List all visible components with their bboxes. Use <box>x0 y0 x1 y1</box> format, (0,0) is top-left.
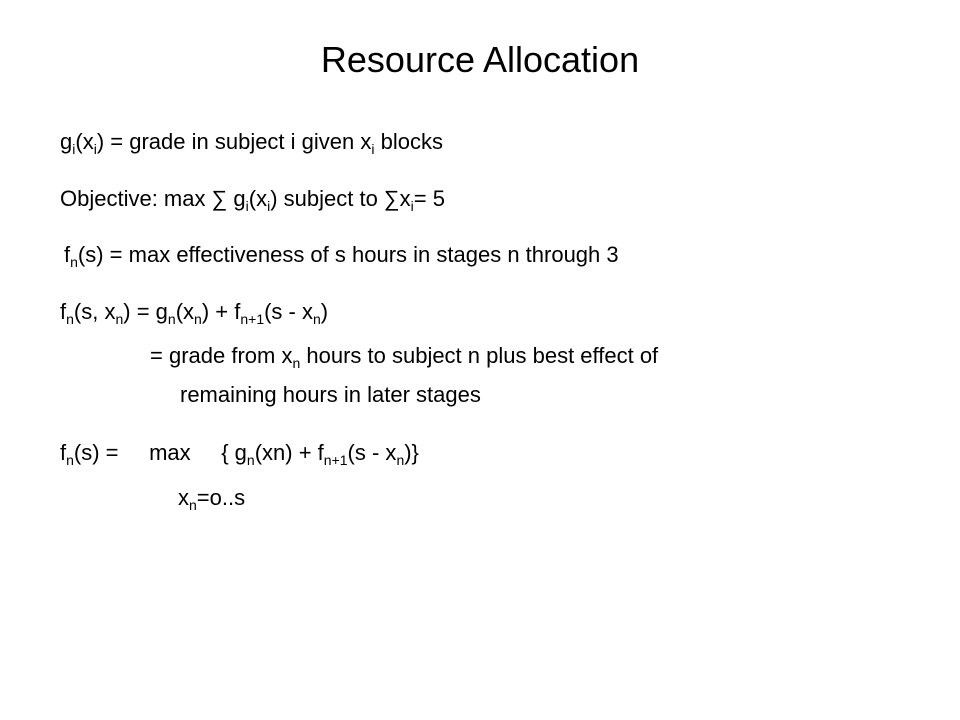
explanation-line: = grade from $x_n$ hours to subject n plus best effect of <box>150 343 659 371</box>
stage-function-line: $f_n(s) = \max$ effectiveness of s hours in stages n through 3 <box>64 242 619 270</box>
max-formula-line: $f_n(s)$ = max { $g_n(xn) + f_{n+1}(s - x_n)$} <box>60 440 419 468</box>
explanation-continuation-line: remaining hours in later stages <box>180 382 481 407</box>
recurrence-line: $f_n(s$, $x_n) = g_n(x_n) + f_{n+1}(s - x_n)$ <box>60 299 329 327</box>
max-range-line: $x_n=o..s$ <box>178 485 246 513</box>
objective-line: Objective: max ∑ $g_i(x_i)$ subject to $\sum x_i= 5$ <box>60 186 445 214</box>
definition-line: $g_i(x_i)$ = grade in subject i given $x_i$ blocks <box>60 129 443 157</box>
slide-title: Resource Allocation <box>320 39 640 80</box>
